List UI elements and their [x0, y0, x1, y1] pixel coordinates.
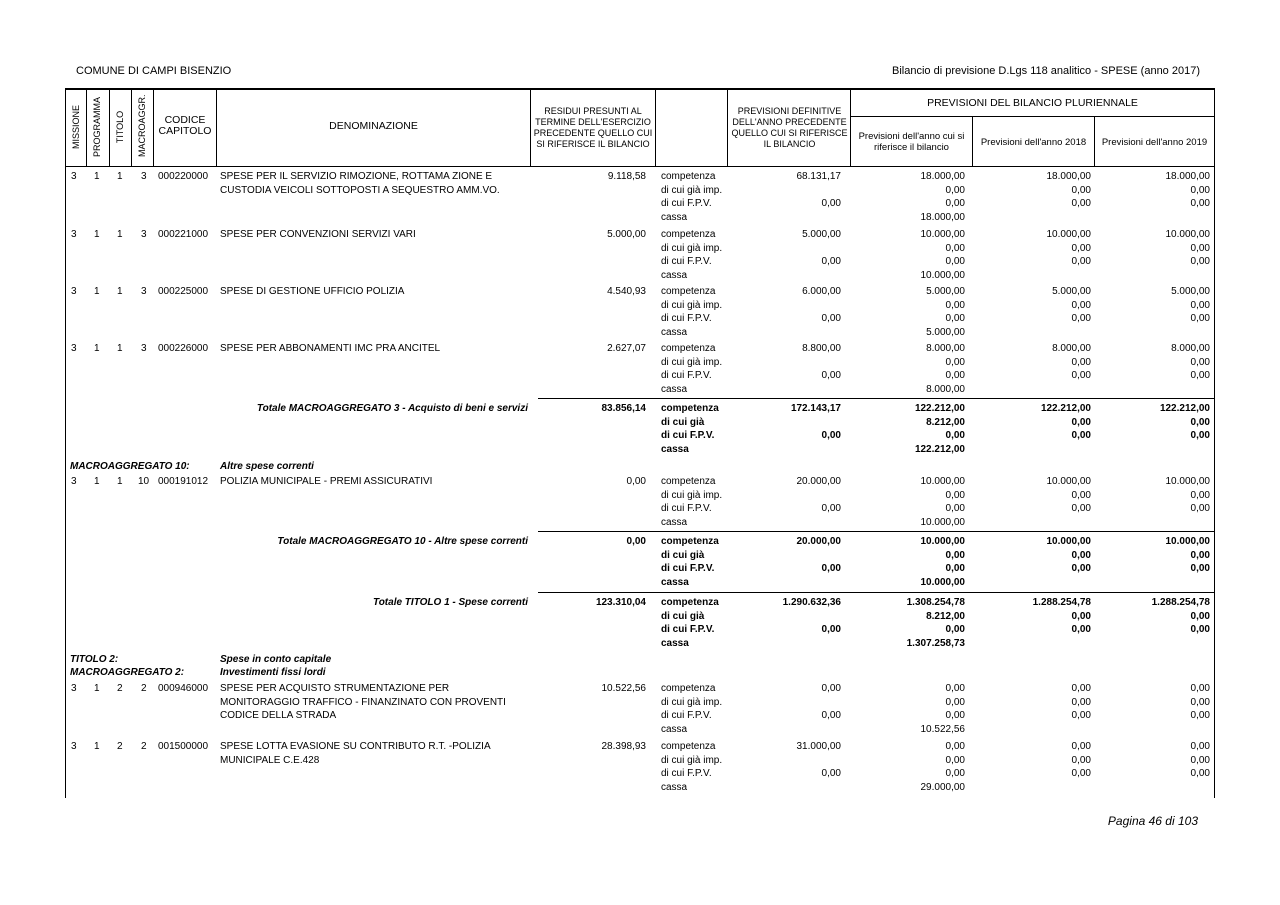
prev-competenza: 31.000,00 [796, 741, 841, 752]
table-header-bottom [65, 166, 1215, 167]
total-anno-2018: 1.288.254,78 [1032, 597, 1091, 608]
total-anno-2018: 122.212,00 [1040, 403, 1091, 414]
missione-value: 3 [71, 286, 77, 297]
anno-2019-value: 0,00 [1190, 710, 1210, 721]
prev-competenza: 20.000,00 [796, 476, 841, 487]
report-title: Bilancio di previsione D.Lgs 118 analitico - SPESE (anno 2017) [892, 65, 1200, 77]
total-anno-2019: 0,00 [1190, 416, 1210, 428]
missione-value: 3 [71, 171, 77, 182]
total-anno-2019: 0,00 [1190, 610, 1210, 622]
anno-2018-value: 0,00 [1071, 754, 1091, 766]
row-label-cassa: cassa [661, 326, 688, 338]
row-label-fpv: di cui F.P.V. [661, 370, 712, 381]
anno-2018-value: 0,00 [1071, 370, 1091, 381]
anno-cui-value: 10.522,56 [920, 723, 965, 735]
codice-capitolo: 000226000 [158, 343, 209, 354]
header-sep [655, 88, 656, 166]
anno-2018-value: 0,00 [1071, 198, 1091, 209]
anno-cui-value: 18.000,00 [920, 171, 965, 182]
anno-2018-value: 10.000,00 [1046, 229, 1091, 240]
header-sep [86, 88, 87, 166]
total-row-label-fpv: di cui F.P.V. [661, 624, 715, 635]
titolo-value: 1 [117, 229, 123, 240]
residui-value: 5.000,00 [607, 229, 646, 240]
anno-cui-value: 0,00 [945, 198, 965, 209]
anno-cui-value: 0,00 [945, 710, 965, 721]
prev-competenza: 6.000,00 [802, 286, 841, 297]
total-row-label-cassa: cassa [661, 443, 689, 455]
programma-value: 1 [94, 476, 100, 487]
prev-competenza: 8.800,00 [802, 343, 841, 354]
titolo-value: 1 [117, 171, 123, 182]
total-anno-2019: 1.288.254,78 [1151, 597, 1210, 608]
row-label-cassa: cassa [661, 723, 688, 735]
missione-value: 3 [71, 229, 77, 240]
total-prev-competenza: 172.143,17 [790, 403, 841, 414]
total-anno-cui: 0,00 [945, 549, 965, 561]
total-residui: 0,00 [626, 536, 646, 547]
titolo-value: 1 [117, 343, 123, 354]
anno-2018-value: 0,00 [1071, 256, 1091, 267]
anno-cui-value: 0,00 [945, 242, 965, 254]
total-anno-2019: 0,00 [1190, 549, 1210, 561]
total-separator-line [538, 531, 1214, 532]
col-codice: CODICE CAPITOLO [158, 114, 212, 137]
col-missione: MISSIONE [71, 105, 81, 150]
col-pluriennale: PREVISIONI DEL BILANCIO PLURIENNALE [927, 96, 1138, 109]
prev-competenza: 5.000,00 [802, 229, 841, 240]
anno-2019-value: 0,00 [1190, 370, 1210, 381]
anno-2019-value: 0,00 [1190, 184, 1210, 196]
total-row-label-competenza: competenza [661, 597, 719, 608]
denominazione: MONITORAGGIO TRAFFICO - FINANZINATO CON PROVENTI [220, 696, 506, 708]
col-residui: RESIDUI PRESUNTI AL TERMINE DELL'ESERCIZIO PRECEDENTE QUELLO CUI SI RIFERISCE IL BILANCIO [533, 106, 653, 149]
row-label-di_cui_gia_imp: di cui già imp. [661, 299, 723, 311]
prev-fpv: 0,00 [821, 313, 841, 324]
anno-2019-value: 8.000,00 [1171, 343, 1210, 354]
total-anno-2019: 0,00 [1190, 563, 1210, 574]
prev-fpv: 0,00 [821, 198, 841, 209]
anno-2018-value: 0,00 [1071, 710, 1091, 721]
row-label-cassa: cassa [661, 781, 688, 793]
residui-value: 0,00 [626, 476, 646, 487]
anno-2019-value: 10.000,00 [1165, 229, 1210, 240]
header-sep [850, 116, 1215, 117]
anno-2019-value: 0,00 [1190, 741, 1210, 752]
anno-2018-value: 0,00 [1071, 242, 1091, 254]
total-row-label-competenza: competenza [661, 403, 719, 414]
row-label-cassa: cassa [661, 211, 688, 223]
row-label-fpv: di cui F.P.V. [661, 198, 712, 209]
anno-cui-value: 10.000,00 [920, 516, 965, 528]
total-anno-2018: 0,00 [1071, 430, 1091, 441]
total-residui: 123.310,04 [595, 597, 646, 608]
anno-cui-value: 10.000,00 [920, 476, 965, 487]
total-anno-cui: 1.308.254,78 [906, 597, 965, 608]
anno-2018-value: 0,00 [1071, 313, 1091, 324]
table-left-border [65, 88, 66, 798]
header-sep [131, 88, 132, 166]
codice-capitolo: 000221000 [158, 229, 209, 240]
anno-cui-value: 0,00 [945, 299, 965, 311]
anno-2019-value: 18.000,00 [1165, 171, 1210, 182]
anno-2018-value: 0,00 [1071, 683, 1091, 694]
prev-fpv: 0,00 [821, 370, 841, 381]
anno-2018-value: 5.000,00 [1052, 286, 1091, 297]
anno-cui-value: 0,00 [945, 696, 965, 708]
row-label-di_cui_gia_imp: di cui già imp. [661, 489, 723, 501]
denominazione: MUNICIPALE C.E.428 [220, 754, 320, 766]
anno-2019-value: 0,00 [1190, 754, 1210, 766]
row-label-fpv: di cui F.P.V. [661, 710, 712, 721]
anno-2019-value: 0,00 [1190, 768, 1210, 779]
anno-2018-value: 0,00 [1071, 489, 1091, 501]
total-prev-fpv: 0,00 [821, 624, 841, 635]
residui-value: 4.540,93 [607, 286, 646, 297]
programma-value: 1 [94, 286, 100, 297]
anno-cui-value: 0,00 [945, 256, 965, 267]
row-label-di_cui_gia_imp: di cui già imp. [661, 754, 723, 766]
missione-value: 3 [71, 741, 77, 752]
anno-2018-value: 0,00 [1071, 696, 1091, 708]
prev-fpv: 0,00 [821, 256, 841, 267]
programma-value: 1 [94, 741, 100, 752]
total-prev-fpv: 0,00 [821, 563, 841, 574]
anno-cui-value: 0,00 [945, 503, 965, 514]
total-prev-competenza: 20.000,00 [796, 536, 841, 547]
titolo-value: 1 [117, 286, 123, 297]
anno-cui-value: 0,00 [945, 741, 965, 752]
total-anno-2019: 0,00 [1190, 624, 1210, 635]
section-label: MACROAGGREGATO 2: [70, 667, 185, 678]
total-anno-2018: 0,00 [1071, 549, 1091, 561]
total-row-label-fpv: di cui F.P.V. [661, 563, 715, 574]
anno-2018-value: 10.000,00 [1046, 476, 1091, 487]
missione-value: 3 [71, 343, 77, 354]
total-anno-2018: 0,00 [1071, 624, 1091, 635]
residui-value: 10.522,56 [601, 683, 646, 694]
total-anno-cui: 122.212,00 [914, 403, 965, 414]
anno-2019-value: 0,00 [1190, 256, 1210, 267]
total-anno-2018: 0,00 [1071, 416, 1091, 428]
total-anno-cui: 10.000,00 [920, 536, 965, 547]
section-label: TITOLO 2: [70, 654, 119, 665]
total-anno-cui: 8.212,00 [926, 416, 965, 428]
total-prev-fpv: 0,00 [821, 430, 841, 441]
macroaggr-value: 3 [141, 171, 147, 182]
prev-fpv: 0,00 [821, 503, 841, 514]
denominazione: CUSTODIA VEICOLI SOTTOPOSTI A SEQUESTRO AMM.VO. [220, 184, 500, 196]
total-row-label-fpv: di cui F.P.V. [661, 430, 715, 441]
total-anno-2019: 122.212,00 [1159, 403, 1210, 414]
row-label-fpv: di cui F.P.V. [661, 503, 712, 514]
total-anno-2019: 0,00 [1190, 430, 1210, 441]
col-denominazione: DENOMINAZIONE [329, 119, 418, 132]
total-separator-line [538, 592, 1214, 593]
anno-cui-value: 10.000,00 [920, 229, 965, 240]
total-anno-cui: 8.212,00 [926, 610, 965, 622]
anno-2019-value: 0,00 [1190, 198, 1210, 209]
anno-2018-value: 8.000,00 [1052, 343, 1091, 354]
codice-capitolo: 000225000 [158, 286, 209, 297]
programma-value: 1 [94, 683, 100, 694]
anno-cui-value: 0,00 [945, 370, 965, 381]
row-label-competenza: competenza [661, 343, 716, 354]
anno-2019-value: 0,00 [1190, 696, 1210, 708]
anno-cui-value: 8.000,00 [926, 343, 965, 354]
row-label-fpv: di cui F.P.V. [661, 768, 712, 779]
denominazione: SPESE LOTTA EVASIONE SU CONTRIBUTO R.T. -POLIZIA [220, 741, 491, 752]
codice-capitolo: 000946000 [158, 683, 209, 694]
macroaggr-value: 2 [141, 741, 147, 752]
anno-2019-value: 0,00 [1190, 356, 1210, 368]
anno-cui-value: 0,00 [945, 489, 965, 501]
header-sep [109, 88, 110, 166]
residui-value: 28.398,93 [601, 741, 646, 752]
anno-cui-value: 0,00 [945, 768, 965, 779]
prev-fpv: 0,00 [821, 710, 841, 721]
section-description: Investimenti fissi lordi [220, 667, 326, 678]
total-row-label-di_cui_gia: di cui già [661, 610, 705, 622]
section-description: Spese in conto capitale [220, 654, 332, 665]
total-label: Totale MACROAGGREGATO 3 - Acquisto di beni e servizi [256, 403, 528, 414]
denominazione: SPESE PER ACQUISTO STRUMENTAZIONE PER [220, 683, 450, 694]
section-label: MACROAGGREGATO 10: [70, 461, 190, 472]
denominazione: SPESE DI GESTIONE UFFICIO POLIZIA [220, 286, 405, 297]
anno-2018-value: 18.000,00 [1046, 171, 1091, 182]
total-anno-cui: 0,00 [945, 624, 965, 635]
total-row-label-di_cui_gia: di cui già [661, 416, 705, 428]
titolo-value: 2 [117, 741, 123, 752]
macroaggr-value: 2 [141, 683, 147, 694]
anno-2019-value: 0,00 [1190, 313, 1210, 324]
anno-cui-value: 5.000,00 [926, 326, 965, 338]
anno-cui-value: 10.000,00 [920, 269, 965, 281]
row-label-competenza: competenza [661, 741, 716, 752]
row-label-competenza: competenza [661, 171, 716, 182]
row-label-di_cui_gia_imp: di cui già imp. [661, 696, 723, 708]
total-row-label-cassa: cassa [661, 637, 689, 649]
total-separator-line [538, 398, 1214, 399]
col-anno-cui: Previsioni dell'anno cui si riferisce il bilancio [858, 131, 965, 153]
total-row-label-competenza: competenza [661, 536, 719, 547]
row-label-di_cui_gia_imp: di cui già imp. [661, 242, 723, 254]
prev-competenza: 0,00 [821, 683, 841, 694]
denominazione: SPESE PER CONVENZIONI SERVIZI VARI [220, 229, 416, 240]
total-row-label-di_cui_gia: di cui già [661, 549, 705, 561]
total-label: Totale MACROAGGREGATO 10 - Altre spese correnti [277, 536, 528, 547]
anno-2018-value: 0,00 [1071, 503, 1091, 514]
macroaggr-value: 10 [138, 476, 150, 487]
titolo-value: 1 [117, 476, 123, 487]
anno-cui-value: 0,00 [945, 754, 965, 766]
anno-cui-value: 0,00 [945, 313, 965, 324]
anno-2019-value: 10.000,00 [1165, 476, 1210, 487]
macroaggr-value: 3 [141, 286, 147, 297]
anno-cui-value: 5.000,00 [926, 286, 965, 297]
codice-capitolo: 001500000 [158, 741, 209, 752]
macroaggr-value: 3 [141, 229, 147, 240]
programma-value: 1 [94, 343, 100, 354]
total-anno-cui: 1.307.258,73 [906, 637, 965, 649]
anno-2019-value: 0,00 [1190, 503, 1210, 514]
col-anno-2018: Previsioni dell'anno 2018 [980, 136, 1087, 148]
denominazione: SPESE PER IL SERVIZIO RIMOZIONE, ROTTAMA ZIONE E [220, 171, 493, 182]
denominazione: SPESE PER ABBONAMENTI IMC PRA ANCITEL [220, 343, 441, 354]
row-label-competenza: competenza [661, 229, 716, 240]
total-anno-2018: 0,00 [1071, 610, 1091, 622]
programma-value: 1 [94, 229, 100, 240]
anno-2019-value: 0,00 [1190, 242, 1210, 254]
missione-value: 3 [71, 683, 77, 694]
titolo-value: 2 [117, 683, 123, 694]
anno-2018-value: 0,00 [1071, 299, 1091, 311]
anno-cui-value: 0,00 [945, 184, 965, 196]
anno-cui-value: 8.000,00 [926, 383, 965, 395]
header-sep [972, 117, 973, 166]
page-number: Pagina 46 di 103 [1107, 814, 1198, 828]
residui-value: 9.118,58 [607, 171, 646, 182]
total-anno-cui: 10.000,00 [920, 576, 965, 588]
total-anno-2018: 0,00 [1071, 563, 1091, 574]
anno-2019-value: 0,00 [1190, 489, 1210, 501]
total-residui: 83.856,14 [601, 403, 646, 414]
row-label-di_cui_gia_imp: di cui già imp. [661, 356, 723, 368]
table-right-border [1214, 88, 1215, 798]
programma-value: 1 [94, 171, 100, 182]
col-programma: PROGRAMMA [92, 96, 102, 157]
codice-capitolo: 000191012 [158, 476, 209, 487]
anno-2019-value: 5.000,00 [1171, 286, 1210, 297]
row-label-fpv: di cui F.P.V. [661, 256, 712, 267]
denominazione: POLIZIA MUNICIPALE - PREMI ASSICURATIVI [220, 476, 433, 487]
anno-cui-value: 0,00 [945, 356, 965, 368]
col-anno-2019: Previsioni dell'anno 2019 [1101, 136, 1208, 148]
section-description: Altre spese correnti [220, 461, 314, 472]
total-row-label-cassa: cassa [661, 576, 689, 588]
total-anno-cui: 0,00 [945, 563, 965, 574]
codice-capitolo: 000220000 [158, 171, 209, 182]
col-prev-def: PREVISIONI DEFINITIVE DELL'ANNO PRECEDENTE QUELLO CUI SI RIFERISCE IL BILANCIO [731, 106, 848, 149]
row-label-competenza: competenza [661, 286, 716, 297]
residui-value: 2.627,07 [607, 343, 646, 354]
anno-cui-value: 29.000,00 [920, 781, 965, 793]
row-label-competenza: competenza [661, 683, 716, 694]
anno-2018-value: 0,00 [1071, 356, 1091, 368]
table-top-border [65, 88, 1215, 90]
header-sep [727, 88, 728, 166]
row-label-competenza: competenza [661, 476, 716, 487]
col-macroaggr: MACROAGGR. [137, 94, 147, 157]
row-label-cassa: cassa [661, 383, 688, 395]
total-prev-competenza: 1.290.632,36 [782, 597, 841, 608]
row-label-cassa: cassa [661, 269, 688, 281]
anno-2019-value: 0,00 [1190, 683, 1210, 694]
total-anno-2018: 10.000,00 [1046, 536, 1091, 547]
row-label-di_cui_gia_imp: di cui già imp. [661, 184, 723, 196]
missione-value: 3 [71, 476, 77, 487]
prev-fpv: 0,00 [821, 768, 841, 779]
anno-cui-value: 18.000,00 [920, 211, 965, 223]
row-label-fpv: di cui F.P.V. [661, 313, 712, 324]
macroaggr-value: 3 [141, 343, 147, 354]
col-titolo: TITOLO [115, 110, 125, 144]
anno-cui-value: 0,00 [945, 683, 965, 694]
anno-2018-value: 0,00 [1071, 184, 1091, 196]
prev-competenza: 68.131,17 [796, 171, 841, 182]
total-anno-2019: 10.000,00 [1165, 536, 1210, 547]
total-anno-cui: 0,00 [945, 430, 965, 441]
denominazione: CODICE DELLA STRADA [220, 710, 337, 721]
total-anno-cui: 122.212,00 [914, 443, 965, 455]
entity-name: COMUNE DI CAMPI BISENZIO [76, 65, 232, 77]
row-label-cassa: cassa [661, 516, 688, 528]
anno-2018-value: 0,00 [1071, 741, 1091, 752]
total-label: Totale TITOLO 1 - Spese correnti [372, 597, 528, 608]
anno-2019-value: 0,00 [1190, 299, 1210, 311]
anno-2018-value: 0,00 [1071, 768, 1091, 779]
